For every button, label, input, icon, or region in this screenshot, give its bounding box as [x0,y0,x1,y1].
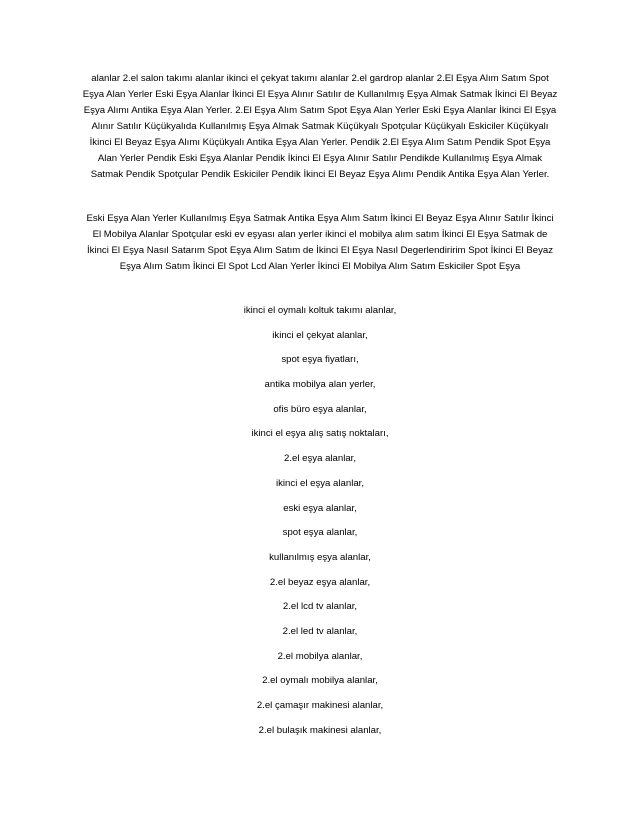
list-item: 2.el bulaşık makinesi alanlar, [258,724,382,736]
list-item: eski eşya alanlar, [283,502,357,514]
second-paragraph: Eski Eşya Alan Yerler Kullanılmış Eşya Satmak Antika Eşya Alım Satım İkinci El Beyaz Eşya Alınır Satılır İkinci El Mobilya Alanlar Spotçular eski ev eşyası alan yerler ikinci el mobilya alım satım İkinci El Eşya Satmak de İkinci El Eşya Nasıl Satarım Spot Eşya Alım Satım de İkinci El Eşya Nasıl Degerlendiririm Spot İkinci El Beyaz Eşya Alım Satım İkinci El Spot Lcd Alan Yerler İkinci El Mobilya Alım Satım Eskiciler Spot Eşya [86,213,554,272]
list-item: spot eşya fiyatları, [281,354,359,366]
list-item: ofis büro eşya alanlar, [273,403,367,415]
list-item: 2.el led tv alanlar, [282,625,358,637]
intro-paragraph: alanlar 2.el salon takımı alanlar ikinci el çekyat takımı alanlar 2.el gardrop alanlar 2.El Eşya Alım Satım Spot Eşya Alan Yerler Eski Eşya Alanlar İkinci El Eşya Alınır Satılır de Kullanılmış Eşya Almak Satmak İkinci El Beyaz Eşya Alımı Antika Eşya Alan Yerler. 2.El Eşya Alım Satım Spot Eşya Alan Yerler Eski Eşya Alanlar İkinci El Eşya Alınır Satılır Küçükyalıda Kullanılmış Eşya Almak Satmak Küçükyalı Spotçular Küçükyalı Eskiciler Küçükyalı İkinci El Beyaz Eşya Alımı Küçükyalı Antika Eşya Alan Yerler. Pendik 2.El Eşya Alım Satım Pendik Spot Eşya Alan Yerler Pendik Eski Eşya Alanlar Pendik İkinci El Eşya Alınır Satılır Pendikde Kullanılmış Eşya Almak Satmak Pendik Spotçular Pendik Eskiciler Pendik İkinci El Beyaz Eşya Alımı Pendik Antika Eşya Alan Yerler. [82,73,558,180]
list-item: 2.el beyaz eşya alanlar, [269,576,371,588]
keyword-list [82,305,558,749]
list-item: ikinci el eşya alanlar, [276,477,364,489]
list-item: 2.el oymalı mobilya alanlar, [262,675,378,687]
list-item: spot eşya alanlar, [282,527,358,539]
list-item: 2.el eşya alanlar, [284,453,356,465]
list-item: ikinci el çekyat alanlar, [272,329,368,341]
list-item: ikinci el eşya alış satış noktaları, [251,428,389,440]
list-item: 2.el mobilya alanlar, [277,650,363,662]
list-item: antika mobilya alan yerler, [264,379,376,391]
list-item: kullanılmış eşya alanlar, [269,551,371,563]
list-item: 2.el çamaşır makinesi alanlar, [256,700,384,711]
list-item: 2.el lcd tv alanlar, [282,601,358,613]
list-item: ikinci el oymalı koltuk takımı alanlar, [243,305,397,316]
